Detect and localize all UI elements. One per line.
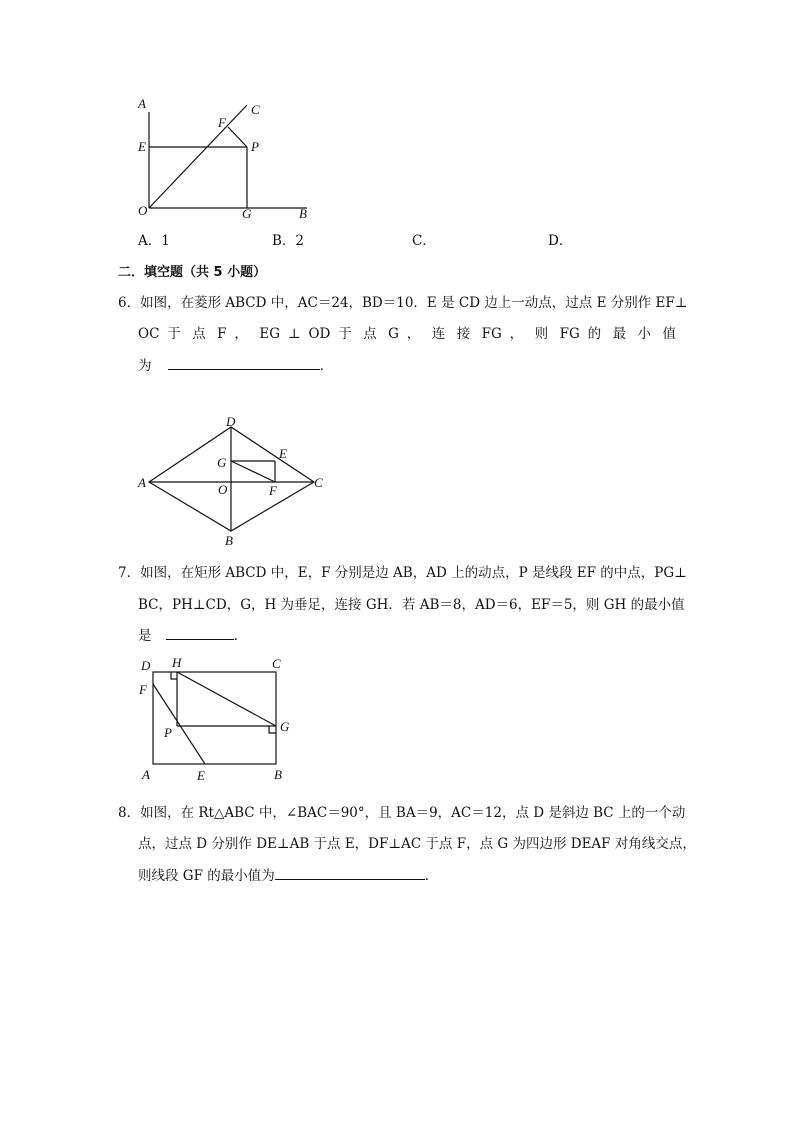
label-e: E [138,139,146,154]
q7-label-h: H [172,655,182,670]
q7-label-d: D [141,658,151,673]
label-o: O [138,203,148,218]
q8-line3-prefix: 则线段 GF 的最小值为 [138,868,275,884]
label-a: A [138,96,146,111]
q8-line3 [138,864,438,884]
q8-line2: 点，过点 D 分别作 DE⊥AB 于点 E，DF⊥AC 于点 F，点 G 为四边形 DEAF 对角线交点， [138,836,696,852]
q7-label-b: B [274,767,282,782]
q8-answer-blank[interactable] [275,865,425,880]
q7-label-p: P [164,725,172,740]
q6-label-e: E [279,446,287,461]
q7-label-g: G [280,719,290,734]
q7-line3-suffix: ． [233,628,248,644]
q7-line1: 7．如图，在矩形 ABCD 中，E，F 分别是边 AB，AD 上的动点，P 是线段 EF 的中点，PG⊥ [118,565,687,581]
section-heading: 二．填空题（共 5 小题） [118,265,267,280]
option-a-letter: A． [138,233,162,249]
q6-label-f: F [269,483,277,498]
option-c-letter: C． [412,233,436,249]
label-c: C [251,102,260,117]
q7-label-a: A [142,767,150,782]
q6-label-d: D [226,414,236,429]
label-f: F [218,115,226,130]
q7-label-f: F [139,682,147,697]
q8-line3-suffix: ． [424,868,439,884]
option-d-letter: D． [548,233,573,249]
q7-label-e: E [197,768,205,783]
q6-label-g: G [217,455,227,470]
q7-line3-prefix: 是 [138,628,152,644]
label-g: G [242,206,252,221]
q6-line3-suffix: ． [319,358,334,374]
option-a-text: 1 [161,233,170,249]
q7-label-c: C [272,656,281,671]
q6-label-b: B [225,533,233,548]
option-b-letter: B． [272,233,296,249]
q6-label-a: A [138,475,146,490]
q6-line3-prefix: 为 [138,358,152,374]
q6-line2: OC 于 点 F ， EG ⊥ OD 于 点 G ， 连 接 FG ， 则 FG 的 最 小 值 [138,326,676,342]
q7-line2: BC，PH⊥CD，G，H 为垂足，连接 GH．若 AB＝8，AD＝6，EF＝5，则 GH 的最小值 [138,597,685,613]
q6-label-o: O [218,482,228,497]
q8-line1: 8．如图，在 Rt△ABC 中，∠BAC＝90°，且 BA＝9，AC＝12，点 D 是斜边 BC 上的一个动 [118,805,686,821]
option-b-text: 2 [295,233,305,249]
q6-label-c: C [314,475,323,490]
q6-line1: 6．如图，在菱形 ABCD 中，AC＝24，BD＝10．E 是 CD 边上一动点，过点 E 分别作 EF⊥ [118,295,688,311]
label-b: B [299,206,307,221]
label-p: P [251,139,259,154]
